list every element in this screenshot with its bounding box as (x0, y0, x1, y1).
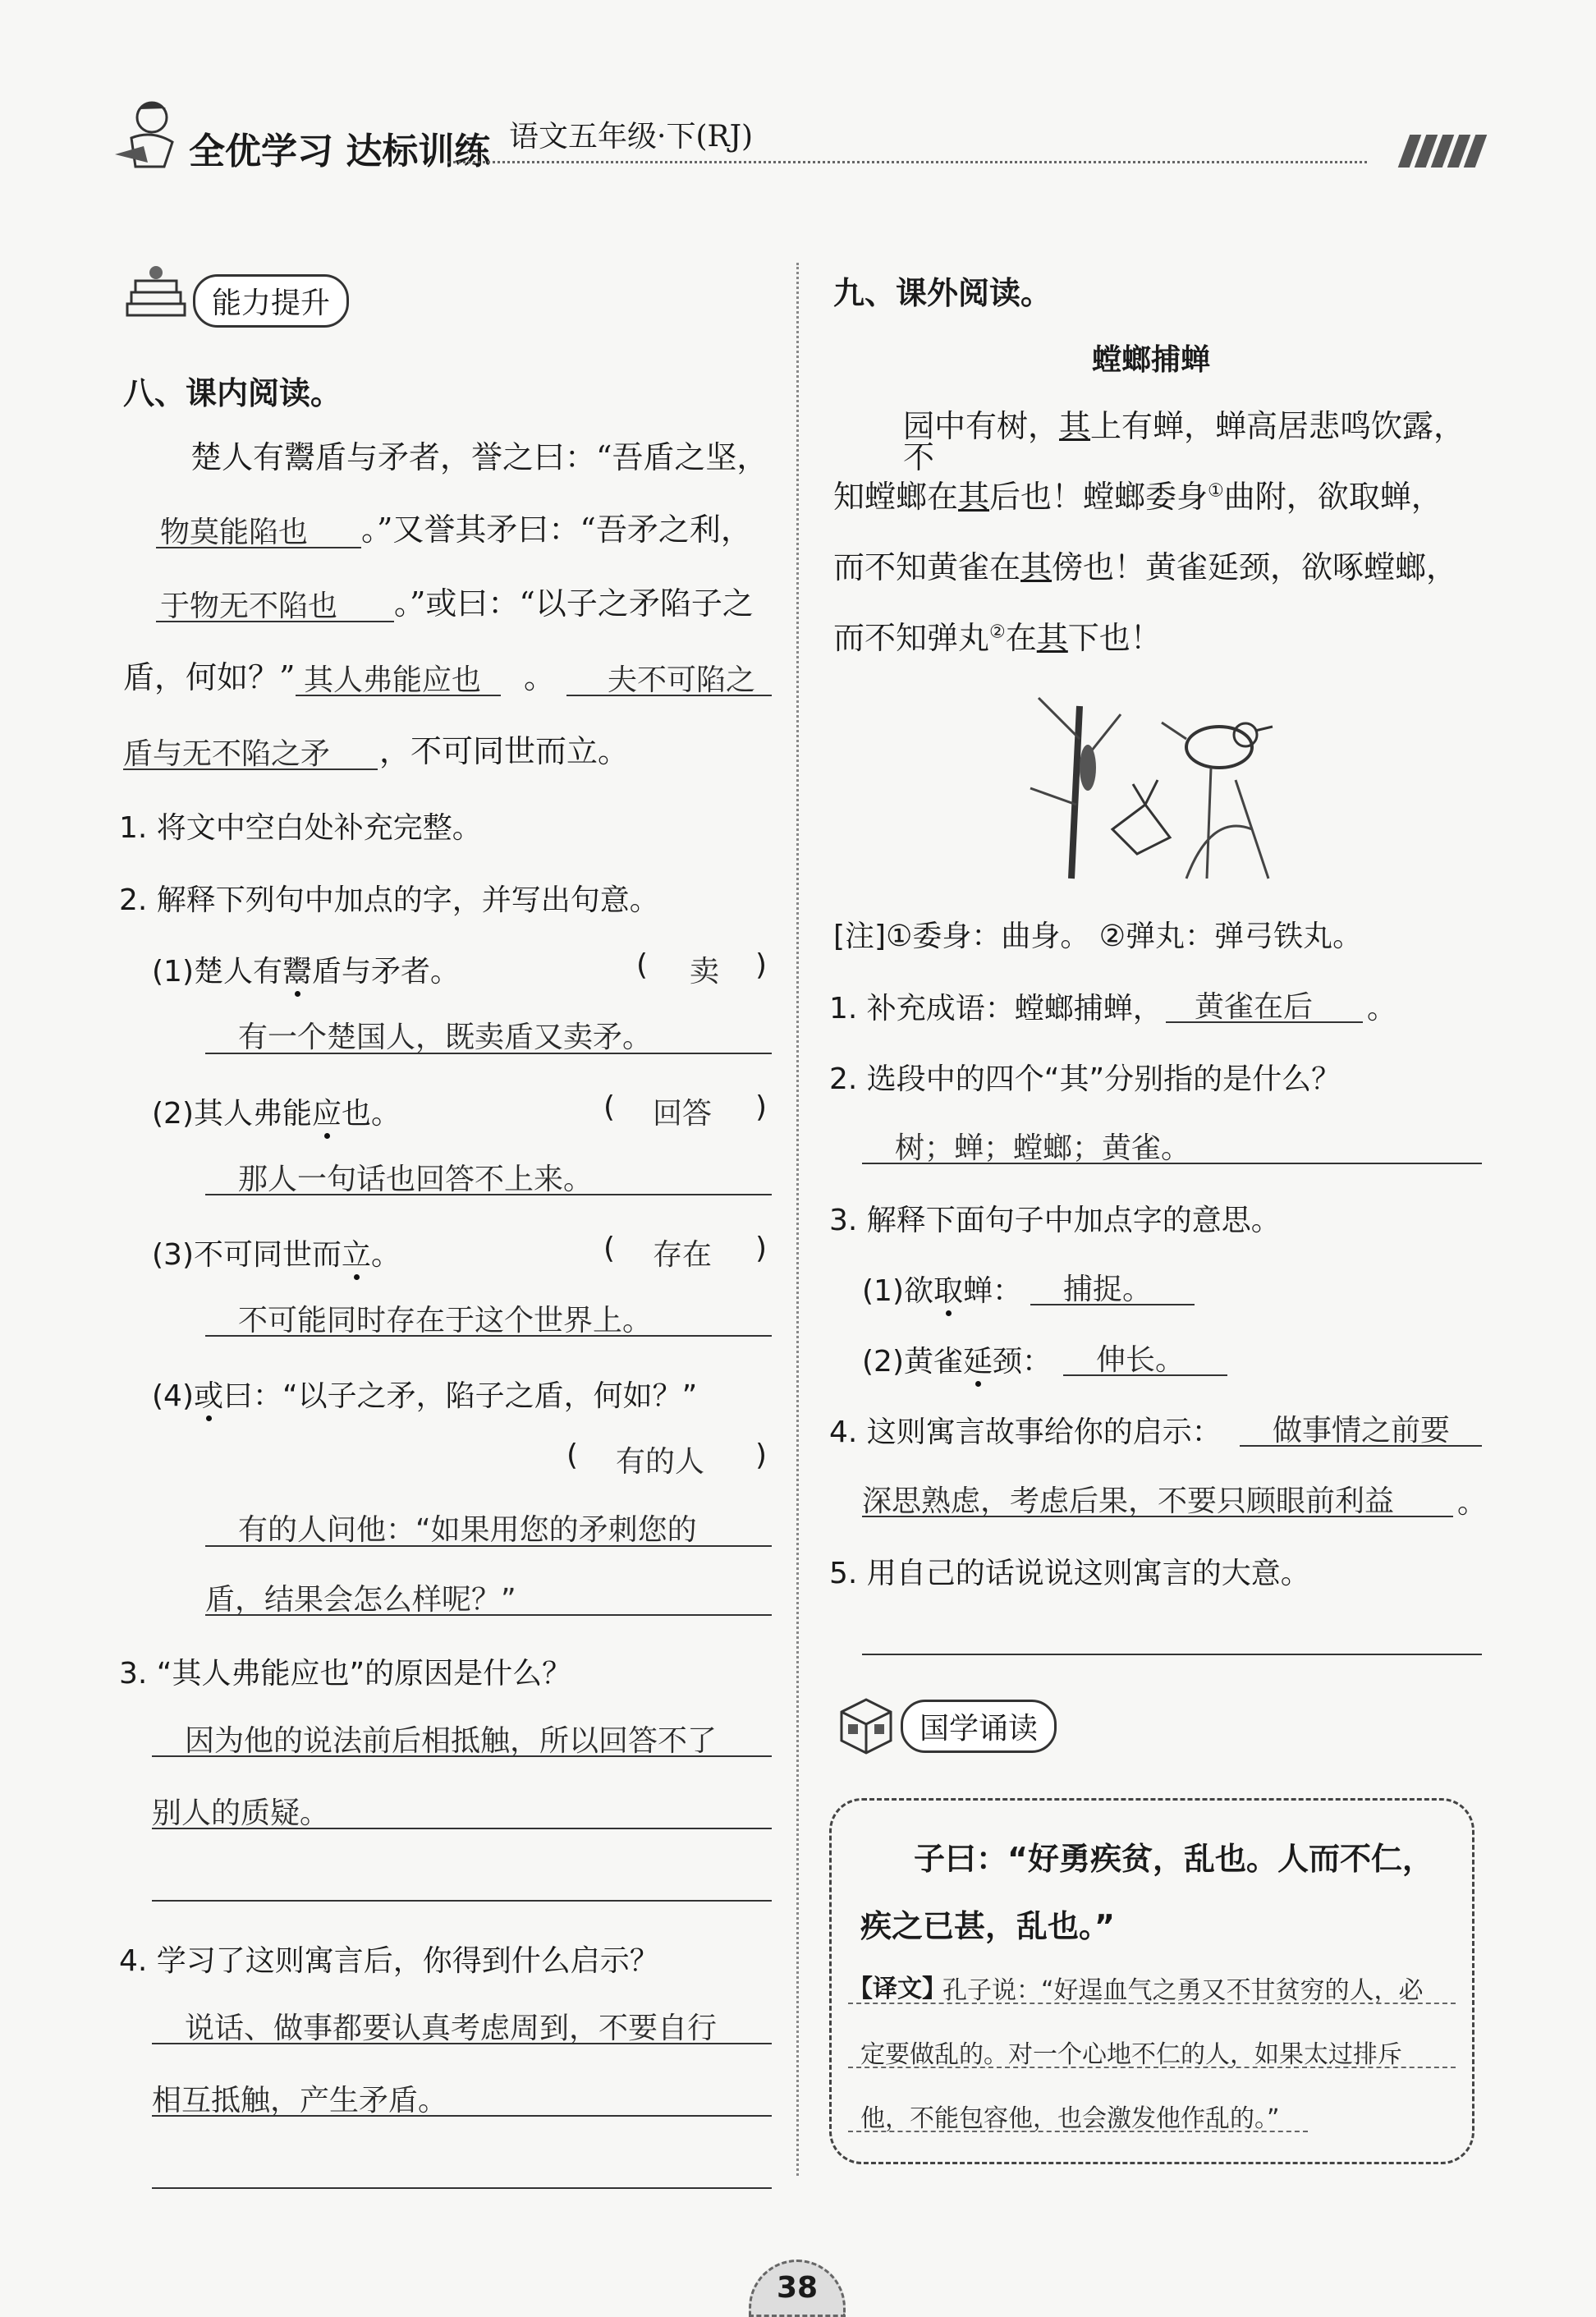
answer-line-r-q1 (1166, 1021, 1363, 1023)
story-line-3 (833, 549, 1458, 585)
blank-line-4b (123, 769, 378, 770)
q2-item-3-post: 。 (371, 1238, 401, 1272)
story-line-4 (833, 622, 1162, 654)
q2-item-4-dotted: 或 (194, 1379, 224, 1413)
blank-line-3 (296, 695, 501, 696)
q2-item-2 (152, 1090, 401, 1132)
classic-reading-box (829, 1798, 1474, 2164)
answer-blank-1: 物莫能陷也 (160, 516, 309, 549)
r-q4-end: 。 (1457, 1486, 1488, 1520)
paren-close-2: ) (755, 1090, 768, 1124)
translation-underline-1 (848, 2003, 1456, 2004)
r-q3-1-post: 蝉： (963, 1274, 1023, 1308)
r-q1-end: 。 (1367, 992, 1397, 1025)
story-3a: 而不知黄雀在 (833, 549, 1021, 585)
qi-2: 其 (958, 479, 990, 515)
passage-line-1: 楚人有鬻盾与矛者，誉之曰：“吾盾之坚， (190, 439, 768, 475)
answer-blank-4b: 盾与无不陷之矛 (123, 737, 331, 771)
answer-blank-2: 于物无不陷也 (160, 590, 338, 623)
qi-3: 其 (1020, 549, 1053, 585)
answer-line-q2-4a (205, 1545, 772, 1547)
blank-line-4a (566, 695, 772, 696)
q2-item-3-pre: (3)不可同世而 (152, 1238, 342, 1272)
answer-line-r-q4-2 (862, 1516, 1453, 1517)
story-1a: 园中有树， (903, 408, 1060, 444)
story-2a: 知螳螂在 (833, 479, 959, 515)
story-4a: 而不知弹丸 (833, 620, 990, 656)
q2-item-4-meaning-2: 盾，结果会怎么样呢？” (205, 1583, 516, 1617)
passage-line-5: ，不可同世而立。 (379, 733, 630, 769)
q2-item-4 (152, 1373, 697, 1415)
story-line-2 (833, 479, 1442, 515)
r-question-4: 4. 这则寓言故事给你的启示： (829, 1415, 1222, 1449)
answer-line-r-q3-1 (1030, 1304, 1195, 1305)
paren-close-3: ) (755, 1232, 768, 1265)
question-4: 4. 学习了这则寓言后，你得到什么启示？ (119, 1944, 659, 1978)
translation-underline-2 (848, 2067, 1456, 2068)
question-1: 1. 将文中空白处补充完整。 (119, 811, 482, 845)
qi-1: 其 (1059, 408, 1091, 444)
page-header (107, 97, 1486, 179)
answer-blank-3: 其人弗能应也 (304, 663, 482, 697)
translation-label: 【译文】 (848, 1975, 947, 2003)
story-line-1 (903, 408, 1482, 475)
r-q2-answer: 树；蝉；螳螂；黄雀。 (895, 1131, 1191, 1165)
q2-item-4-pre: (4) (152, 1379, 194, 1413)
answer-blank-4a: 夫不可陷之 (608, 663, 756, 697)
r-question-3: 3. 解释下面句子中加点字的意思。 (829, 1204, 1281, 1237)
r-q3-1-answer: 捕捉。 (1063, 1273, 1153, 1306)
q2-item-3-word: 存在 (653, 1238, 713, 1272)
q3-answer-1: 因为他的说法前后相抵触，所以回答不了 (185, 1724, 718, 1758)
answer-line-q2-1 (205, 1053, 772, 1054)
q2-item-1-pre: (1)楚人有 (152, 955, 282, 989)
qi-4: 其 (1036, 620, 1068, 656)
q2-item-2-word: 回答 (653, 1097, 713, 1131)
q3-answer-2: 别人的质疑。 (152, 1796, 330, 1830)
story-4b: 在 (1005, 620, 1037, 656)
story-4c: 下也！ (1067, 620, 1162, 656)
q2-item-3-dotted: 立 (342, 1238, 372, 1272)
translation-line-1: 孔子说：“好逞血气之勇又不甘贫穷的人，必 (942, 1976, 1424, 2005)
story-3b: 傍也！黄雀延颈，欲啄螳螂， (1052, 549, 1458, 585)
passage-line-2: 。”又誉其矛曰：“吾矛之利， (361, 512, 752, 548)
q2-item-1 (152, 948, 460, 990)
translation-line-3: 他，不能包容他，也会激发他作乱的。” (860, 2104, 1280, 2133)
passage-line-4b: 。 (524, 659, 556, 695)
r-q3-1-pre: (1)欲 (862, 1274, 933, 1308)
brand-title: 全优学习 达标训练 (189, 131, 491, 172)
answer-line-r-q4-1 (1240, 1445, 1482, 1447)
r-q3-2-pre: (2)黄雀 (862, 1345, 963, 1379)
answer-line-q2-3 (205, 1335, 772, 1337)
q2-item-1-word: 卖 (690, 955, 720, 989)
cube-icon (833, 1691, 899, 1757)
r-q3-1-dotted: 取 (933, 1274, 964, 1308)
mantis-cicada-illustration (1022, 690, 1293, 887)
paren-open-1: ( (636, 948, 649, 982)
r-q4-answer-1: 做事情之前要 (1273, 1414, 1451, 1448)
note-ref-2: ② (989, 622, 1006, 643)
answer-line-q3-2 (152, 1828, 772, 1829)
paren-close-1: ) (755, 948, 768, 982)
q2-item-2-meaning: 那人一句话也回答不上来。 (238, 1163, 594, 1196)
passage-line-3: 。”或曰：“以子之矛陷子之 (394, 585, 754, 622)
paren-open-3: ( (603, 1232, 616, 1265)
answer-line-q3-3 (152, 1900, 772, 1902)
answer-line-r-q2 (862, 1163, 1482, 1164)
q2-item-4-word: 有的人 (616, 1445, 705, 1479)
q2-item-1-meaning: 有一个楚国人，既卖盾又卖矛。 (238, 1021, 653, 1054)
classic-line-1: 子曰：“好勇疾贫，乱也。人而不仁， (914, 1841, 1433, 1877)
q2-item-2-dotted: 应 (312, 1097, 342, 1131)
r-q3-2-post: 颈： (993, 1345, 1053, 1379)
r-q3-2 (862, 1338, 1052, 1380)
r-question-5: 5. 用自己的话说说这则寓言的大意。 (829, 1557, 1310, 1590)
translation-underline-3 (848, 2131, 1308, 2132)
left-column (119, 263, 772, 2192)
r-question-2: 2. 选段中的四个“其”分别指的是什么？ (829, 1062, 1341, 1096)
subject-label: 语文五年级·下(RJ) (509, 120, 754, 154)
q2-item-3 (152, 1232, 401, 1273)
q4-answer-1: 说话、做事都要认真考虑周到，不要自行 (185, 2012, 718, 2045)
section-8-title: 八、课内阅读。 (123, 375, 342, 411)
answer-line-q2-2 (205, 1194, 772, 1195)
story-title: 螳螂捕蝉 (1092, 343, 1211, 377)
classic-reading-badge: 国学诵读 (901, 1700, 1057, 1753)
r-q4-answer-2: 深思熟虑，考虑后果，不要只顾眼前利益 (862, 1484, 1395, 1518)
q2-item-1-post: 盾与矛者。 (312, 955, 461, 989)
mascot-icon (107, 97, 189, 171)
classic-line-2: 疾之已甚，乱也。” (860, 1908, 1115, 1944)
q4-answer-2: 相互抵触，产生矛盾。 (152, 2084, 448, 2117)
header-stripes (1404, 97, 1486, 171)
q2-item-4-meaning-1: 有的人问他：“如果用您的矛刺您的 (238, 1513, 697, 1547)
answer-line-r-q5 (862, 1654, 1482, 1655)
story-2b: 后也！螳螂委身 (989, 479, 1208, 515)
answer-line-r-q3-2 (1063, 1374, 1227, 1376)
paren-open-2: ( (603, 1090, 616, 1124)
r-q3-2-dotted: 延 (963, 1345, 993, 1379)
page-number: 38 (749, 2260, 846, 2317)
q2-item-4-post: 曰：“以子之矛，陷子之盾，何如？” (223, 1379, 698, 1413)
section-9-title: 九、课外阅读。 (833, 275, 1053, 311)
passage-line-4: 盾，何如？” (123, 659, 296, 695)
story-1b: 上有蝉，蝉高居悲鸣饮露，不 (903, 408, 1465, 475)
translation-line-2: 定要做乱的。对一个心地不仁的人，如果太过排斥 (860, 2040, 1402, 2069)
r-question-1: 1. 补充成语：螳螂捕蝉， (829, 992, 1163, 1025)
blank-line-1 (156, 547, 361, 548)
question-2: 2. 解释下列句中加点的字，并写出句意。 (119, 883, 659, 917)
header-divider (447, 161, 1367, 163)
answer-line-q4-2 (152, 2115, 772, 2117)
story-note: [注]①委身：曲身。 ②弹丸：弹弓铁丸。 (833, 920, 1363, 953)
section-badge-ability: 能力提升 (193, 274, 349, 328)
question-3: 3. “其人弗能应也”的原因是什么？ (119, 1657, 572, 1691)
q2-item-1-dotted: 鬻 (282, 955, 313, 989)
paren-close-4: ) (755, 1438, 768, 1472)
answer-line-q3-1 (152, 1755, 772, 1757)
column-divider (796, 263, 799, 2176)
paren-open-4: ( (566, 1438, 579, 1472)
r-q3-2-answer: 伸长。 (1096, 1343, 1186, 1377)
r-q1-answer: 黄雀在后 (1195, 990, 1314, 1024)
q2-item-2-pre: (2)其人弗能 (152, 1097, 312, 1131)
books-icon (123, 263, 193, 328)
answer-line-q4-3 (152, 2187, 772, 2189)
note-ref-1: ① (1208, 480, 1224, 502)
blank-line-2 (156, 621, 394, 622)
q2-item-2-post: 也。 (342, 1097, 401, 1131)
story-2c: 曲附，欲取蝉， (1223, 479, 1442, 515)
answer-line-q4-1 (152, 2043, 772, 2044)
r-q3-1 (862, 1268, 1022, 1310)
answer-line-q2-4b (205, 1614, 772, 1616)
q2-item-3-meaning: 不可能同时存在于这个世界上。 (238, 1304, 653, 1337)
